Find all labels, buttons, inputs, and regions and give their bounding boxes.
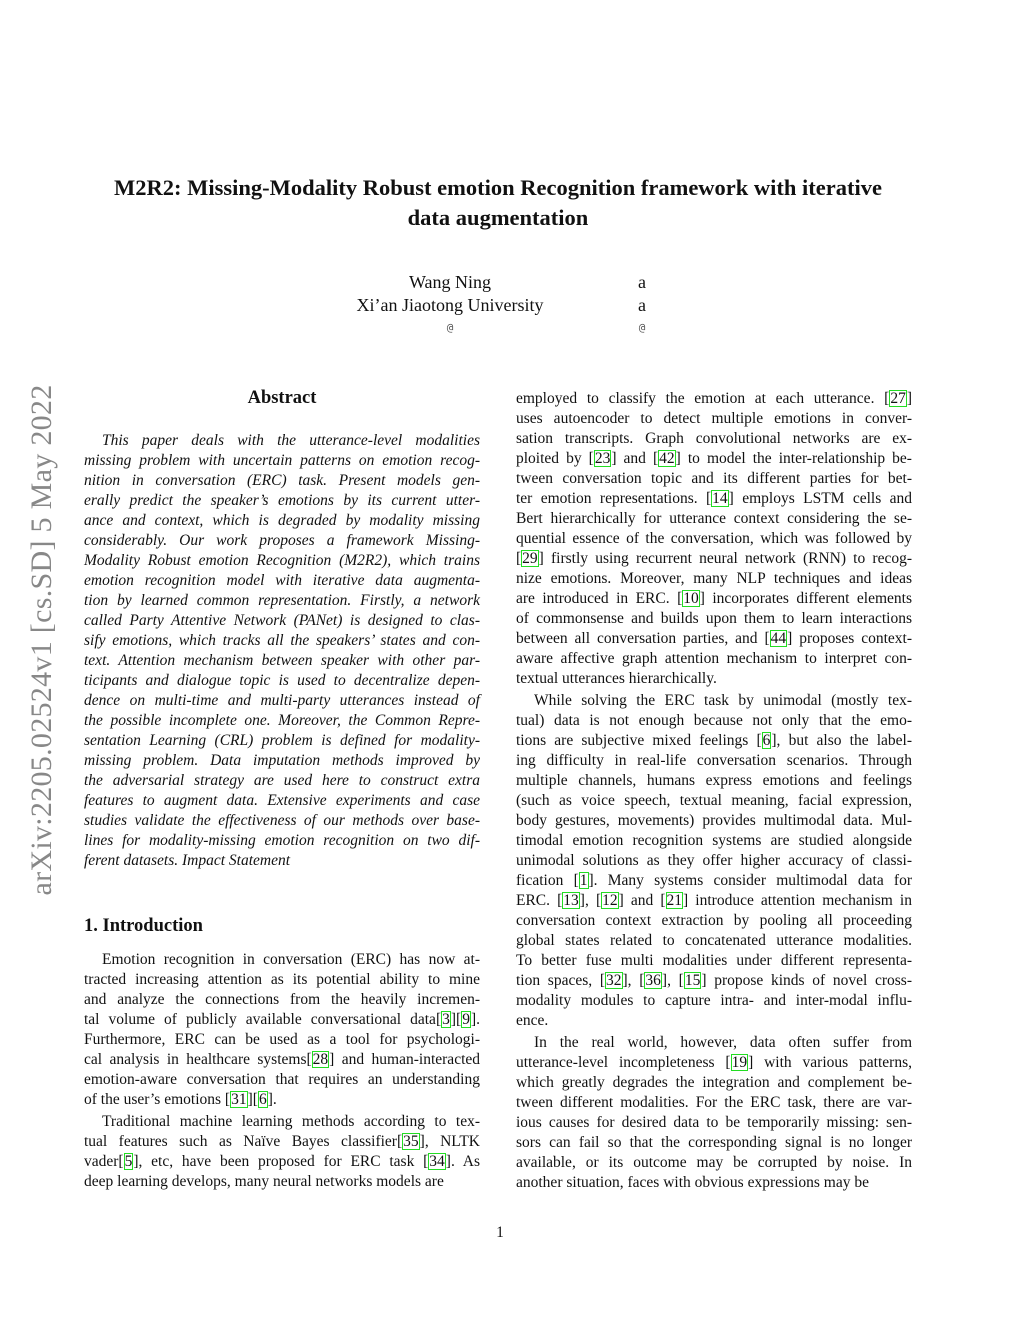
citation-link[interactable]: 42 bbox=[659, 450, 675, 467]
text-line: lines for modality-missing emotion recognition on two dif- bbox=[84, 832, 480, 849]
text-line: are introduced in ERC. [10] incorporates different elements bbox=[516, 590, 913, 607]
text-line: body gestures, movements) provides multimodal data. Mul- bbox=[516, 812, 912, 829]
text-line: erally predict the speaker’s emotions by its current utter- bbox=[84, 492, 480, 509]
citation-link[interactable]: 44 bbox=[770, 630, 787, 647]
text-line: ence. bbox=[516, 1012, 549, 1029]
citation-link[interactable]: 32 bbox=[606, 972, 622, 989]
text-line: considerably. Our work proposes a framework Missing- bbox=[84, 532, 480, 549]
text-line: To better fuse multi modalities under different representa- bbox=[516, 952, 912, 969]
arxiv-identifier-stamp: arXiv:2205.02524v1 [cs.SD] 5 May 2022 bbox=[25, 384, 58, 896]
text-line: textual utterances hierarchically. bbox=[516, 670, 717, 687]
text-line: another situation, faces with obvious expressions may be bbox=[516, 1174, 869, 1191]
text-line: multiple channels, humans express emotions and feelings bbox=[516, 772, 912, 789]
text-line: ter emotion representations. [14] employs LSTM cells and bbox=[516, 490, 912, 507]
title-line: data augmentation bbox=[407, 205, 589, 230]
right-column bbox=[516, 389, 912, 1195]
text-line: called Party Attentive Network (PANet) is designed to clas- bbox=[84, 612, 480, 629]
introduction-right-body bbox=[516, 389, 912, 1193]
author-name: Wang Ning bbox=[408, 272, 492, 292]
abstract-body bbox=[84, 431, 480, 871]
text-line: sentation Learning (CRL) problem is defined for modality- bbox=[84, 732, 480, 749]
text-line: [29] firstly using recurrent neural network (RNN) to recog- bbox=[516, 550, 912, 567]
text-line: tracted increasing attention as its potential ability to mine bbox=[84, 971, 480, 988]
citation-link[interactable]: 34 bbox=[429, 1153, 445, 1170]
citation-link[interactable]: 28 bbox=[312, 1051, 329, 1068]
text-line: cal analysis in healthcare systems[28] and human-interacted bbox=[84, 1051, 481, 1068]
citation-link[interactable]: 35 bbox=[403, 1133, 419, 1150]
text-line: which greatly degrades the integration and complement be- bbox=[516, 1074, 912, 1091]
text-line: While solving the ERC task by unimodal (mostly tex- bbox=[534, 692, 912, 709]
text-line: This paper deals with the utterance-level modalities bbox=[102, 432, 480, 449]
paragraph bbox=[84, 1112, 480, 1192]
author-affiliation: a bbox=[638, 295, 646, 315]
text-line: ploited by [23] and [42] to model the inter-relationship be- bbox=[516, 450, 912, 467]
text-line: global states related to concatenated utterance modalities. bbox=[516, 932, 912, 949]
introduction-left-body bbox=[84, 950, 480, 1192]
author-affiliation: Xi’an Jiaotong University bbox=[356, 295, 544, 315]
text-line: ERC. [13], [12] and [21] introduce attention mechanism in bbox=[516, 892, 912, 909]
text-line: deep learning develops, many neural networks models are bbox=[84, 1173, 444, 1190]
citation-link[interactable]: 27 bbox=[890, 390, 906, 407]
text-line: ticipants and dialogue topic is used to decentralize depen- bbox=[84, 672, 480, 689]
text-line: the adversarial strategy are used here to construct extra bbox=[84, 772, 480, 789]
text-line: timodal emotion recognition systems are studied alongside bbox=[516, 832, 912, 849]
author-block bbox=[330, 271, 570, 339]
text-line: sify emotions, which tracks all the speakers’ states and con- bbox=[84, 632, 480, 649]
text-line: sors can fail so that the corresponding signal is no longer bbox=[516, 1134, 912, 1151]
text-line: modality modules to capture intra- and inter-modal influ- bbox=[516, 992, 912, 1009]
text-line: fication [1]. Many systems consider multimodal data for bbox=[516, 872, 913, 889]
text-line: Modality Robust emotion Recognition (M2R2), which trains bbox=[84, 552, 480, 569]
text-line: tween different modalities. For the ERC task, there are var- bbox=[516, 1094, 912, 1111]
text-line: emotion-aware conversation that requires an understanding bbox=[84, 1071, 480, 1088]
citation-link[interactable]: 9 bbox=[462, 1011, 470, 1028]
text-line: uses autoencoder to detect multiple emotions in conver- bbox=[516, 410, 912, 427]
text-line: of commonsense and builds upon them to learn interactions bbox=[516, 610, 912, 627]
citation-link[interactable]: 6 bbox=[762, 732, 771, 749]
text-line: between all conversation parties, and [44] proposes context- bbox=[516, 630, 913, 647]
citation-link[interactable]: 6 bbox=[258, 1091, 267, 1108]
text-line: tual features such as Naïve Bayes classifier[35], NLTK bbox=[84, 1133, 481, 1150]
citation-link[interactable]: 12 bbox=[602, 892, 618, 909]
citation-link[interactable]: 14 bbox=[712, 490, 728, 507]
citation-link[interactable]: 36 bbox=[645, 972, 661, 989]
text-line: missing problem with uncertain patterns on emotion recog- bbox=[84, 452, 480, 469]
text-line: tions are subjective mixed feelings [6], but also the label- bbox=[516, 732, 912, 749]
text-line: dence on multi-time and multi-party utterances instead of bbox=[84, 692, 480, 709]
text-line: studies validate the effectiveness of our methods over base- bbox=[84, 812, 480, 829]
text-line: tion by learned common representation. Firstly, a network bbox=[84, 592, 480, 609]
citation-link[interactable]: 23 bbox=[594, 450, 611, 467]
citation-link[interactable]: 19 bbox=[731, 1054, 748, 1071]
text-line: ance and context, which is degraded by modality missing bbox=[84, 512, 480, 529]
author-name: a bbox=[638, 272, 646, 292]
text-line: vader[5], etc, have been proposed for ERC task [34]. As bbox=[84, 1153, 480, 1170]
text-line: In the real world, however, data often suffer from bbox=[534, 1034, 912, 1051]
paragraph bbox=[516, 1033, 912, 1193]
text-line: unimodal solutions as they offer higher accuracy of classi- bbox=[516, 852, 912, 869]
citation-link[interactable]: 1 bbox=[579, 872, 588, 889]
citation-link[interactable]: 5 bbox=[124, 1153, 133, 1170]
author-email[interactable]: @ bbox=[638, 321, 646, 334]
text-line: text. Attention mechanism between speaker with other par- bbox=[84, 652, 480, 669]
text-line: emotion recognition model with iterative data augmenta- bbox=[84, 572, 480, 589]
paragraph bbox=[516, 691, 912, 1031]
text-line: tion spaces, [32], [36], [15] propose kinds of novel cross- bbox=[516, 972, 913, 989]
text-line: aware affective graph attention mechanism to interpret con- bbox=[516, 650, 912, 667]
text-line: and analyze the connections from the heavily incremen- bbox=[84, 991, 480, 1008]
text-line: ious causes for desired data to be temporarily missing: sen- bbox=[516, 1114, 912, 1131]
paper-title bbox=[60, 173, 936, 233]
text-line: tween conversation topic and its different parties for bet- bbox=[516, 470, 912, 487]
paragraph bbox=[84, 431, 480, 871]
page-number: 1 bbox=[496, 1224, 504, 1241]
text-line: conversation context extraction by pooling all proceeding bbox=[516, 912, 912, 929]
text-line: available, or its outcome may be corrupted by noise. In bbox=[516, 1154, 912, 1171]
text-line: quential essence of the conversation, which was followed by bbox=[516, 530, 912, 547]
author-block bbox=[622, 271, 662, 339]
abstract-heading: Abstract bbox=[247, 388, 317, 408]
text-line: features to augment data. Extensive experiments and case bbox=[84, 792, 480, 809]
text-line: the possible incomplete one. Moreover, the Common Repre- bbox=[84, 712, 480, 729]
text-line: Traditional machine learning methods according to tex- bbox=[102, 1113, 480, 1130]
text-line: ing difficulty in real-life conversation scenarios. Through bbox=[516, 752, 912, 769]
text-line: sation transcripts. Graph convolutional networks are ex- bbox=[516, 430, 912, 447]
text-line: tual) data is not enough because not only that the emo- bbox=[516, 712, 912, 729]
text-line: of the user’s emotions [31][6]. bbox=[84, 1091, 277, 1108]
left-column bbox=[84, 386, 480, 1194]
citation-link[interactable]: 13 bbox=[563, 892, 579, 909]
text-line: nize emotions. Moreover, many NLP techniques and ideas bbox=[516, 570, 912, 587]
paragraph bbox=[84, 950, 480, 1110]
citation-link[interactable]: 29 bbox=[522, 550, 538, 567]
text-line: employed to classify the emotion at each utterance. [27] bbox=[516, 390, 912, 407]
citation-link[interactable]: 15 bbox=[684, 972, 701, 989]
text-line: missing problem. Data imputation methods improved by bbox=[84, 752, 480, 769]
text-line: (such as voice speech, textual meaning, facial expression, bbox=[516, 792, 912, 809]
text-line: Furthermore, ERC can be used as a tool for psychologi- bbox=[84, 1031, 480, 1048]
text-line: Bert hierarchically for utterance context considering the se- bbox=[516, 510, 912, 527]
author-email[interactable]: @ bbox=[446, 321, 454, 334]
citation-link[interactable]: 10 bbox=[683, 590, 699, 607]
text-line: ferent datasets. Impact Statement bbox=[84, 852, 291, 869]
text-line: Emotion recognition in conversation (ERC) has now at- bbox=[102, 951, 480, 968]
title-line: M2R2: Missing-Modality Robust emotion Recognition framework with iterative bbox=[113, 175, 883, 200]
introduction-heading: 1. Introduction bbox=[84, 916, 203, 936]
text-line: nition in conversation (ERC) task. Present models gen- bbox=[84, 472, 480, 489]
citation-link[interactable]: 3 bbox=[442, 1011, 450, 1028]
text-line: utterance-level incompleteness [19] with various patterns, bbox=[516, 1054, 912, 1071]
citation-link[interactable]: 21 bbox=[666, 892, 683, 909]
paragraph bbox=[516, 389, 912, 689]
text-line: tal volume of publicly available conversational data[3][9]. bbox=[84, 1011, 480, 1028]
citation-link[interactable]: 31 bbox=[231, 1091, 247, 1108]
